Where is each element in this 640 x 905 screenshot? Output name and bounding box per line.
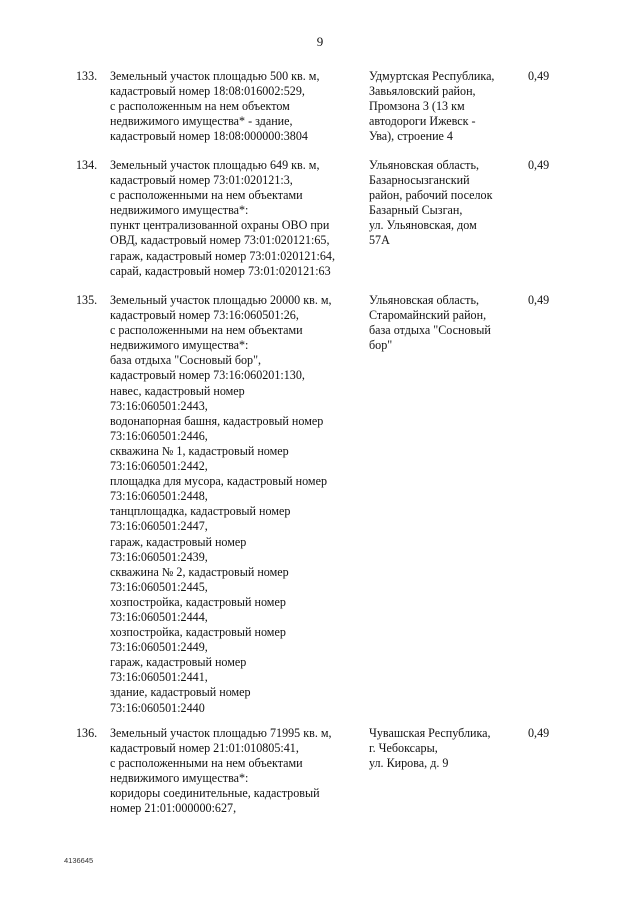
location-line: Ульяновская область,: [369, 158, 479, 172]
location-line: ул. Кирова, д. 9: [369, 756, 449, 771]
description-line: с расположенным на нем объектом: [110, 99, 290, 114]
location-line: Базарносызганский: [369, 173, 470, 188]
location-line: 57А: [369, 233, 390, 248]
description-line: танцплощадка, кадастровый номер: [110, 504, 291, 519]
description-line: площадка для мусора, кадастровый номер: [110, 474, 327, 489]
entry-description: [110, 69, 360, 144]
description-line: 73:16:060501:2445,: [110, 579, 208, 594]
description-line: недвижимого имущества* - здание,: [110, 114, 293, 129]
entry-number: 135.: [76, 293, 98, 307]
description-line: 73:16:060501:2447,: [110, 519, 208, 534]
description-line: навес, кадастровый номер: [110, 383, 245, 398]
description-line: Земельный участок площадью 500 кв. м,: [110, 69, 320, 83]
entry-number: 136.: [76, 726, 98, 740]
description-line: 73:16:060501:2441,: [110, 670, 208, 685]
location-line: Ува), строение 4: [369, 129, 453, 144]
location-line: Чувашская Республика,: [369, 726, 491, 740]
description-line: кадастровый номер 73:01:020121:3,: [110, 173, 293, 188]
description-line: база отдыха "Сосновый бор",: [110, 353, 262, 368]
description-line: здание, кадастровый номер: [110, 685, 251, 700]
entry-description: [110, 726, 360, 817]
description-line: 73:16:060501:2443,: [110, 398, 208, 413]
page-number: 9: [316, 34, 324, 49]
location-line: Удмуртская Республика,: [369, 69, 495, 83]
description-line: скважина № 1, кадастровый номер: [110, 443, 289, 458]
location-line: Базарный Сызган,: [369, 203, 463, 218]
description-line: скважина № 2, кадастровый номер: [110, 564, 289, 579]
description-line: с расположенными на нем объектами: [110, 188, 303, 203]
location-line: Ульяновская область,: [369, 293, 479, 307]
entry-location: [369, 726, 509, 771]
location-line: автодороги Ижевск -: [369, 114, 476, 129]
description-line: гараж, кадастровый номер: [110, 655, 247, 670]
entry-location: [369, 293, 509, 353]
entry-share: 0,49: [528, 69, 550, 83]
location-line: Старомайнский район,: [369, 308, 487, 323]
description-line: Земельный участок площадью 649 кв. м,: [110, 158, 320, 172]
entry-number: 134.: [76, 158, 98, 172]
description-line: недвижимого имущества*:: [110, 338, 249, 353]
entry-number: 133.: [76, 69, 98, 83]
description-line: недвижимого имущества*:: [110, 203, 249, 218]
description-line: с расположенными на нем объектами: [110, 323, 303, 338]
location-line: Промзона 3 (13 км: [369, 99, 465, 114]
entry-share: 0,49: [528, 158, 550, 172]
description-line: гараж, кадастровый номер: [110, 534, 247, 549]
description-line: номер 21:01:000000:627,: [110, 801, 237, 816]
description-line: кадастровый номер 73:16:060501:26,: [110, 308, 299, 323]
description-line: кадастровый номер 21:01:010805:41,: [110, 741, 299, 756]
description-line: коридоры соединительные, кадастровый: [110, 786, 320, 801]
location-line: район, рабочий поселок: [369, 188, 493, 203]
location-line: г. Чебоксары,: [369, 741, 438, 756]
description-line: Земельный участок площадью 20000 кв. м,: [110, 293, 332, 307]
location-line: Завьяловский район,: [369, 84, 476, 99]
description-line: 73:16:060501:2449,: [110, 640, 208, 655]
description-line: пункт централизованной охраны ОВО при: [110, 218, 330, 233]
entry-location: [369, 69, 509, 144]
entry-location: [369, 158, 509, 249]
description-line: недвижимого имущества*:: [110, 771, 249, 786]
description-line: с расположенными на нем объектами: [110, 756, 303, 771]
entry-share: 0,49: [528, 293, 550, 307]
description-line: 73:16:060501:2448,: [110, 489, 208, 504]
entry-share: 0,49: [528, 726, 550, 740]
entry-description: [110, 293, 360, 716]
description-line: водонапорная башня, кадастровый номер: [110, 413, 324, 428]
description-line: 73:16:060501:2444,: [110, 609, 208, 624]
description-line: ОВД, кадастровый номер 73:01:020121:65,: [110, 233, 330, 248]
description-line: Земельный участок площадью 71995 кв. м,: [110, 726, 332, 740]
location-line: бор": [369, 338, 393, 353]
description-line: сарай, кадастровый номер 73:01:020121:63: [110, 263, 331, 278]
location-line: база отдыха "Сосновый: [369, 323, 491, 338]
description-line: хозпостройка, кадастровый номер: [110, 594, 286, 609]
description-line: хозпостройка, кадастровый номер: [110, 625, 286, 640]
document-code: 4136645: [64, 856, 94, 865]
entry-description: [110, 158, 360, 279]
description-line: 73:16:060501:2446,: [110, 428, 208, 443]
description-line: кадастровый номер 18:08:000000:3804: [110, 129, 308, 144]
description-line: 73:16:060501:2442,: [110, 459, 208, 474]
description-line: гараж, кадастровый номер 73:01:020121:64,: [110, 248, 335, 263]
description-line: 73:16:060501:2439,: [110, 549, 208, 564]
description-line: 73:16:060501:2440: [110, 700, 205, 715]
description-line: кадастровый номер 73:16:060201:130,: [110, 368, 305, 383]
location-line: ул. Ульяновская, дом: [369, 218, 477, 233]
description-line: кадастровый номер 18:08:016002:529,: [110, 84, 305, 99]
